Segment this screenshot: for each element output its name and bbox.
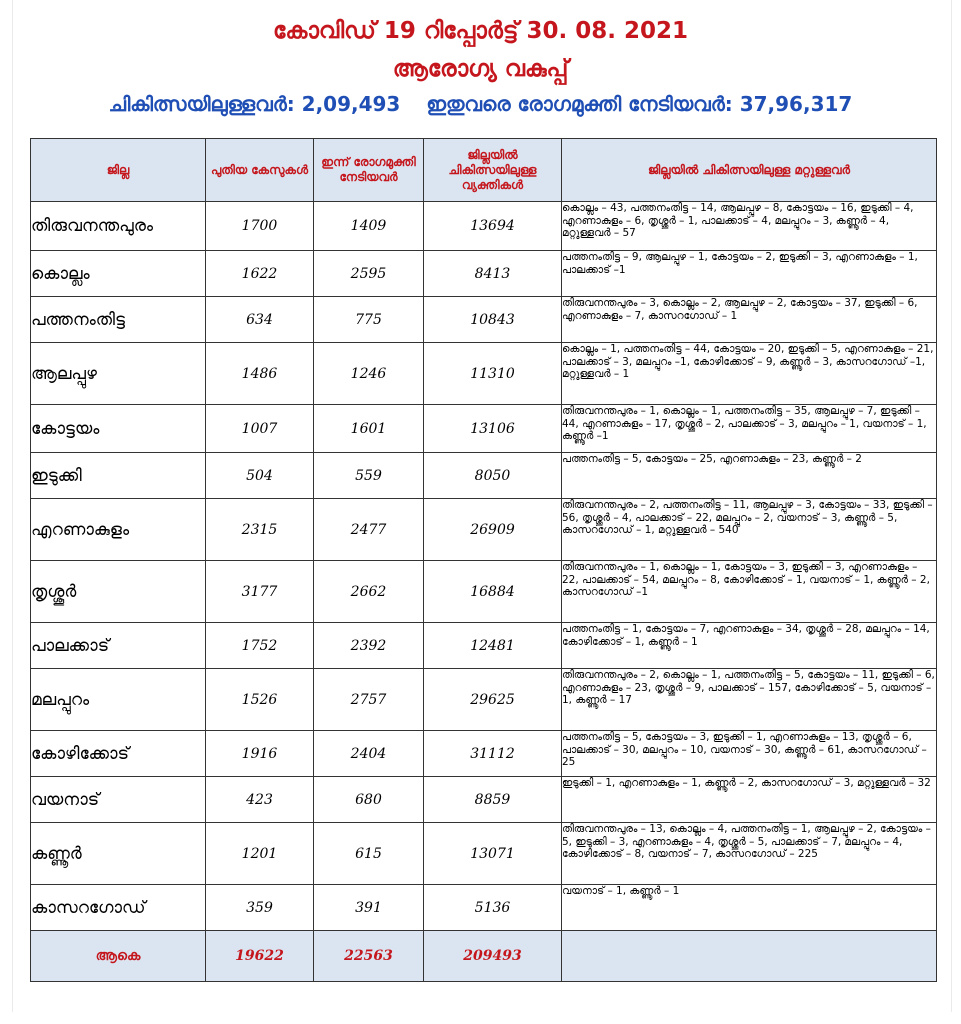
district-name: ഇടുക്കി: [31, 453, 206, 499]
table-row: [31, 499, 937, 561]
table-row: [31, 623, 937, 669]
other-district-patients: പത്തനംതിട്ട – 9, ആലപ്പുഴ – 1, കോട്ടയം – 2, ഇടുക്കി – 3, എറണാകുളം – 1, പാലക്കാട് –1: [562, 251, 937, 297]
new-cases: 1752: [206, 623, 314, 669]
other-district-patients: തിരുവനന്തപുരം – 2, കൊല്ലം – 1, പത്തനംതിട്ട – 5, കോട്ടയം – 11, ഇടുക്കി – 6, എറണാകുളം – 23, തൃശ്ശൂർ – 9, പാലക്കാട് – 157, കോഴിക്കോട് – 5, വയനാട് – 1, കണ്ണൂർ – 17: [562, 669, 937, 731]
district-name: തൃശ്ശൂർ: [31, 561, 206, 623]
table-row: [31, 453, 937, 499]
other-district-patients: തിരുവനന്തപുരം – 1, കൊല്ലം – 1, കോട്ടയം – 3, ഇടുക്കി – 3, എറണാകുളം – 22, പാലക്കാട് – 54, മലപ്പുറം – 8, കോഴിക്കോട് – 1, വയനാട് – 1, കണ്ണൂർ – 2, കാസറഗോഡ് –1: [562, 561, 937, 623]
new-cases: 3177: [206, 561, 314, 623]
new-cases: 1916: [206, 731, 314, 777]
other-district-patients: തിരുവനന്തപുരം – 13, കൊല്ലം – 4, പത്തനംതിട്ട – 1, ആലപ്പുഴ – 2, കോട്ടയം – 5, ഇടുക്കി – 3, എറണാകുളം – 4, തൃശ്ശൂർ – 5, പാലക്കാട് – 7, മലപ്പുറം – 4, കോഴിക്കോട് – 8, വയനാട് – 7, കാസറഗോഡ് – 225: [562, 823, 937, 885]
other-district-patients: പത്തനംതിട്ട – 1, കോട്ടയം – 7, എറണാകുളം – 34, തൃശ്ശൂർ – 28, മലപ്പുറം – 14, കോഴിക്കോട് – 1, കണ്ണൂർ – 1: [562, 623, 937, 669]
under-treatment: 16884: [424, 561, 562, 623]
table-row: [31, 202, 937, 251]
recovered-today: 391: [314, 885, 424, 931]
under-treatment: 31112: [424, 731, 562, 777]
table-row: [31, 405, 937, 453]
header-new-cases: പുതിയ കേസുകൾ: [206, 139, 314, 202]
department-title: ആരോഗ്യ വകുപ്പ്: [392, 56, 569, 82]
table-row: [31, 885, 937, 931]
under-treatment: 13694: [424, 202, 562, 251]
new-cases: 1007: [206, 405, 314, 453]
new-cases: 634: [206, 297, 314, 343]
recovered-today: 2392: [314, 623, 424, 669]
under-treatment: 8859: [424, 777, 562, 823]
table-row: [31, 343, 937, 405]
table-row: [31, 823, 937, 885]
new-cases: 1622: [206, 251, 314, 297]
recovered-today: 2404: [314, 731, 424, 777]
summary-stats: [0, 92, 961, 116]
recovered-today: 615: [314, 823, 424, 885]
district-name: കോഴിക്കോട്: [31, 731, 206, 777]
under-treatment: 11310: [424, 343, 562, 405]
recovered-today: 775: [314, 297, 424, 343]
district-name: പത്തനംതിട്ട: [31, 297, 206, 343]
district-name: വയനാട്: [31, 777, 206, 823]
total-row: [31, 931, 937, 982]
report-header: [0, 0, 961, 136]
recovered-today: 559: [314, 453, 424, 499]
district-name: ആലപ്പുഴ: [31, 343, 206, 405]
other-district-patients: പത്തനംതിട്ട – 5, കോട്ടയം – 3, ഇടുക്കി – 1, എറണാകുളം – 13, തൃശ്ശൂർ – 6, പാലക്കാട് – 30, മലപ്പുറം – 10, വയനാട് – 30, കണ്ണൂർ – 61, കാസറഗോഡ് – 25: [562, 731, 937, 777]
new-cases: 423: [206, 777, 314, 823]
table-row: [31, 669, 937, 731]
new-cases: 1486: [206, 343, 314, 405]
other-district-patients: കൊല്ലം – 1, പത്തനംതിട്ട – 44, കോട്ടയം – 20, ഇടുക്കി – 5, എറണാകുളം – 21, പാലക്കാട് – 3, മലപ്പുറം –1, കോഴിക്കോട് – 9, കണ്ണൂർ – 3, കാസറഗോഡ് –1, മറ്റുള്ളവർ – 1: [562, 343, 937, 405]
new-cases: 1526: [206, 669, 314, 731]
district-name: മലപ്പുറം: [31, 669, 206, 731]
new-cases: 2315: [206, 499, 314, 561]
other-district-patients: വയനാട് – 1, കണ്ണൂർ – 1: [562, 885, 937, 931]
new-cases: 1201: [206, 823, 314, 885]
recovered-today: 2662: [314, 561, 424, 623]
recovered-today: 2757: [314, 669, 424, 731]
table-row: [31, 251, 937, 297]
recovered-total-stat: ഇതുവരെ രോഗമുക്തി നേടിയവർ: 37,96,317: [426, 92, 853, 116]
district-report-table: [30, 138, 937, 982]
recovered-today: 2595: [314, 251, 424, 297]
table-header-row: [31, 139, 937, 202]
under-treatment: 5136: [424, 885, 562, 931]
table-row: [31, 297, 937, 343]
district-name: തിരുവനന്തപുരം: [31, 202, 206, 251]
district-name: കാസറഗോഡ്: [31, 885, 206, 931]
total-others-empty: [562, 931, 937, 982]
under-treatment-stat: ചികിത്സയിലുള്ളവർ: 2,09,493: [108, 92, 401, 116]
new-cases: 504: [206, 453, 314, 499]
header-under-treatment: ജില്ലയിൽ ചികിത്സയിലുള്ള വ്യക്തികൾ: [424, 139, 562, 202]
district-name: കണ്ണൂർ: [31, 823, 206, 885]
under-treatment: 10843: [424, 297, 562, 343]
total-label: ആകെ: [31, 931, 206, 982]
recovered-today: 2477: [314, 499, 424, 561]
other-district-patients: തിരുവനന്തപുരം – 2, പത്തനംതിട്ട – 11, ആലപ്പുഴ – 3, കോട്ടയം – 33, ഇടുക്കി – 56, തൃശ്ശൂർ – 4, പാലക്കാട് – 22, മലപ്പുറം – 2, വയനാട് – 3, കണ്ണൂർ – 5, കാസറഗോഡ് – 1, മറ്റുള്ളവർ – 540: [562, 499, 937, 561]
other-district-patients: തിരുവനന്തപുരം – 1, കൊല്ലം – 1, പത്തനംതിട്ട – 35, ആലപ്പുഴ – 7, ഇടുക്കി – 44, എറണാകുളം – 17, തൃശ്ശൂർ – 2, പാലക്കാട് – 3, മലപ്പുറം – 1, വയനാട് – 1, കണ്ണൂർ –1: [562, 405, 937, 453]
total-new-cases: 19622: [206, 931, 314, 982]
table-row: [31, 561, 937, 623]
other-district-patients: കൊല്ലം – 43, പത്തനംതിട്ട – 14, ആലപ്പുഴ – 8, കോട്ടയം – 16, ഇടുക്കി – 4, എറണാകുളം – 6, തൃശ്ശൂർ – 1, പാലക്കാട് – 4, മലപ്പുറം – 3, കണ്ണൂർ – 4, മറ്റുള്ളവർ – 57: [562, 202, 937, 251]
recovered-today: 1601: [314, 405, 424, 453]
total-recovered: 22563: [314, 931, 424, 982]
under-treatment: 13071: [424, 823, 562, 885]
header-recovered-today: ഇന്ന് രോഗമുക്തി നേടിയവർ: [314, 139, 424, 202]
table-row: [31, 777, 937, 823]
recovered-today: 1409: [314, 202, 424, 251]
district-name: പാലക്കാട്: [31, 623, 206, 669]
recovered-today: 1246: [314, 343, 424, 405]
district-name: കൊല്ലം: [31, 251, 206, 297]
header-district: ജില്ല: [31, 139, 206, 202]
under-treatment: 13106: [424, 405, 562, 453]
new-cases: 359: [206, 885, 314, 931]
other-district-patients: ഇടുക്കി – 1, എറണാകുളം – 1, കണ്ണൂർ – 2, കാസറഗോഡ് – 3, മറ്റുള്ളവർ – 32: [562, 777, 937, 823]
other-district-patients: തിരുവനന്തപുരം – 3, കൊല്ലം – 2, ആലപ്പുഴ – 2, കോട്ടയം – 37, ഇടുക്കി – 6, എറണാകുളം – 7, കാസറഗോഡ് – 1: [562, 297, 937, 343]
header-others: ജില്ലയിൽ ചികിത്സയിലുള്ള മറ്റുള്ളവർ: [562, 139, 937, 202]
report-title: കോവിഡ് 19 റിപ്പോർട്ട് 30. 08. 2021: [273, 18, 688, 44]
under-treatment: 26909: [424, 499, 562, 561]
under-treatment: 8413: [424, 251, 562, 297]
district-name: എറണാകുളം: [31, 499, 206, 561]
recovered-today: 680: [314, 777, 424, 823]
district-name: കോട്ടയം: [31, 405, 206, 453]
under-treatment: 12481: [424, 623, 562, 669]
under-treatment: 8050: [424, 453, 562, 499]
other-district-patients: പത്തനംതിട്ട – 5, കോട്ടയം – 25, എറണാകുളം – 23, കണ്ണൂർ – 2: [562, 453, 937, 499]
table-row: [31, 731, 937, 777]
total-under-treatment: 209493: [424, 931, 562, 982]
under-treatment: 29625: [424, 669, 562, 731]
new-cases: 1700: [206, 202, 314, 251]
